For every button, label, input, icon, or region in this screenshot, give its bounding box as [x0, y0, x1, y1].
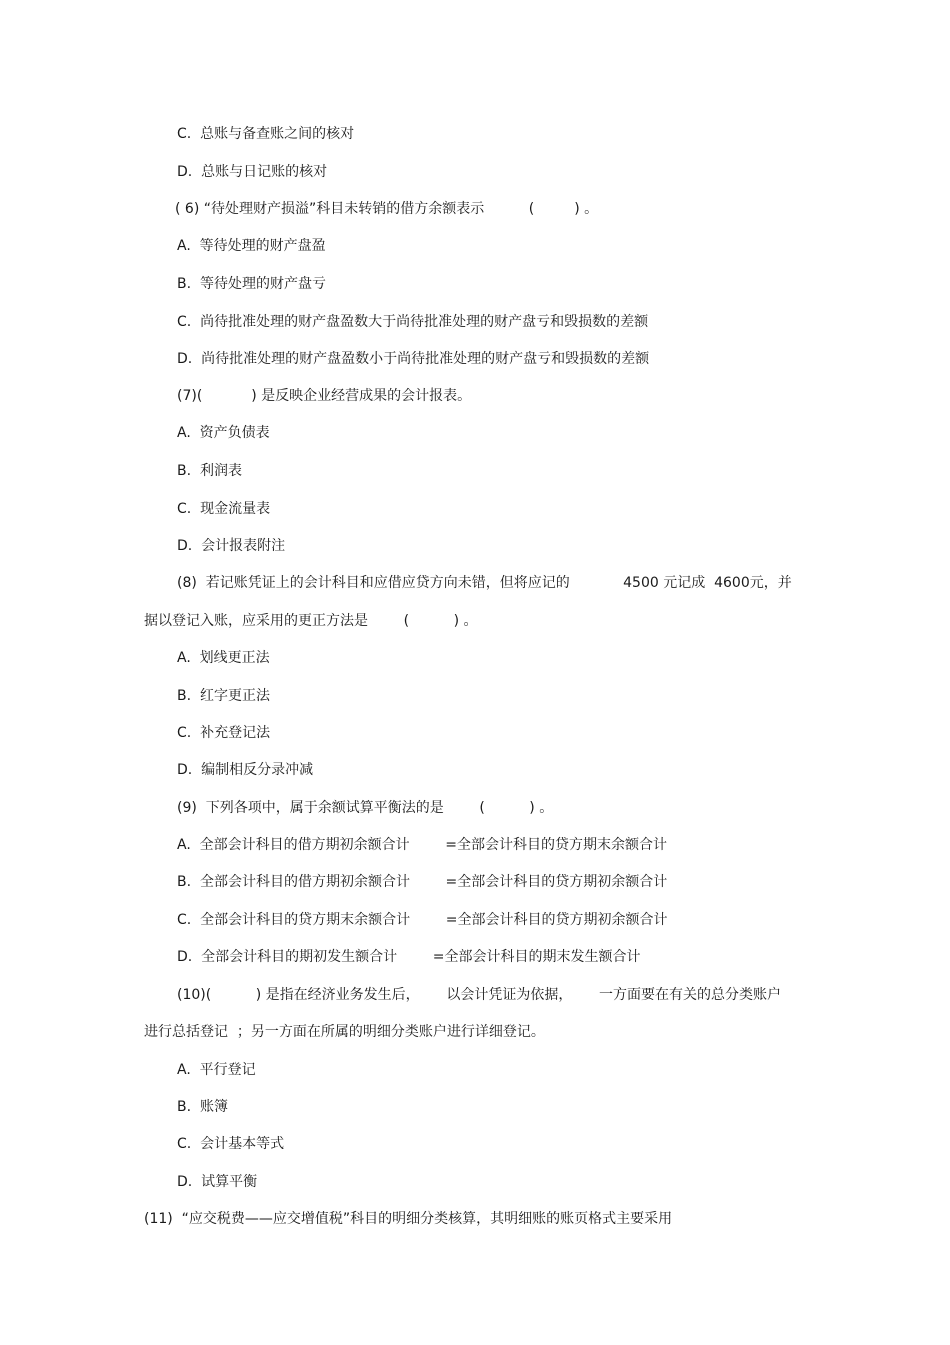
option-7-b: B. 利润表 [177, 463, 242, 479]
option-7-c: C. 现金流量表 [177, 501, 271, 517]
option-10-a: A. 平行登记 [177, 1062, 256, 1078]
option-6-a: A. 等待处理的财产盘盈 [177, 238, 326, 254]
option-9-c: C. 全部会计科目的贷方期末余额合计 =全部会计科目的贷方期初余额合计 [177, 912, 668, 928]
option-8-a: A. 划线更正法 [177, 650, 270, 666]
option-9-d: D. 全部会计科目的期初发生额合计 =全部会计科目的期末发生额合计 [177, 949, 641, 965]
question-10-line-1: (10)( ) 是指在经济业务发生后， 以会计凭证为依据， 一方面要在有关的总分类账户 [177, 987, 782, 1003]
question-7: (7)( ) 是反映企业经营成果的会计报表。 [177, 388, 472, 404]
option-9-a: A. 全部会计科目的借方期初余额合计 =全部会计科目的贷方期末余额合计 [177, 837, 668, 853]
option-10-c: C. 会计基本等式 [177, 1136, 285, 1152]
question-10-line-2: 进行总括登记 ；另一方面在所属的明细分类账户进行详细登记。 [144, 1024, 545, 1040]
option-8-c: C. 补充登记法 [177, 725, 271, 741]
option-7-a: A. 资产负债表 [177, 425, 270, 441]
option-8-d: D. 编制相反分录冲减 [177, 762, 314, 778]
question-8-line-2: 据以登记入账，应采用的更正方法是 ( ) 。 [144, 613, 478, 629]
option-6-c: C. 尚待批准处理的财产盘盈数大于尚待批准处理的财产盘亏和毁损数的差额 [177, 314, 649, 330]
option-6-b: B. 等待处理的财产盘亏 [177, 276, 326, 292]
option-7-d: D. 会计报表附注 [177, 538, 286, 554]
option-10-b: B. 账簿 [177, 1099, 228, 1115]
option-5-d: D. 总账与日记账的核对 [177, 164, 328, 180]
option-8-b: B. 红字更正法 [177, 688, 270, 704]
question-9: (9) 下列各项中，属于余额试算平衡法的是 ( ) 。 [177, 800, 554, 816]
question-6: ( 6) “待处理财产损溢”科目未转销的借方余额表示 ( ) 。 [175, 201, 599, 217]
option-6-d: D. 尚待批准处理的财产盘盈数小于尚待批准处理的财产盘亏和毁损数的差额 [177, 351, 650, 367]
option-10-d: D. 试算平衡 [177, 1174, 258, 1190]
option-9-b: B. 全部会计科目的借方期初余额合计 =全部会计科目的贷方期初余额合计 [177, 874, 668, 890]
option-5-c: C. 总账与备查账之间的核对 [177, 126, 355, 142]
question-11: (11) “应交税费——应交增值税”科目的明细分类核算，其明细账的账页格式主要采用 [144, 1211, 673, 1227]
question-8-line-1: (8) 若记账凭证上的会计科目和应借应贷方向未错，但将应记的 4500 元记成 4600元，并 [177, 575, 792, 591]
